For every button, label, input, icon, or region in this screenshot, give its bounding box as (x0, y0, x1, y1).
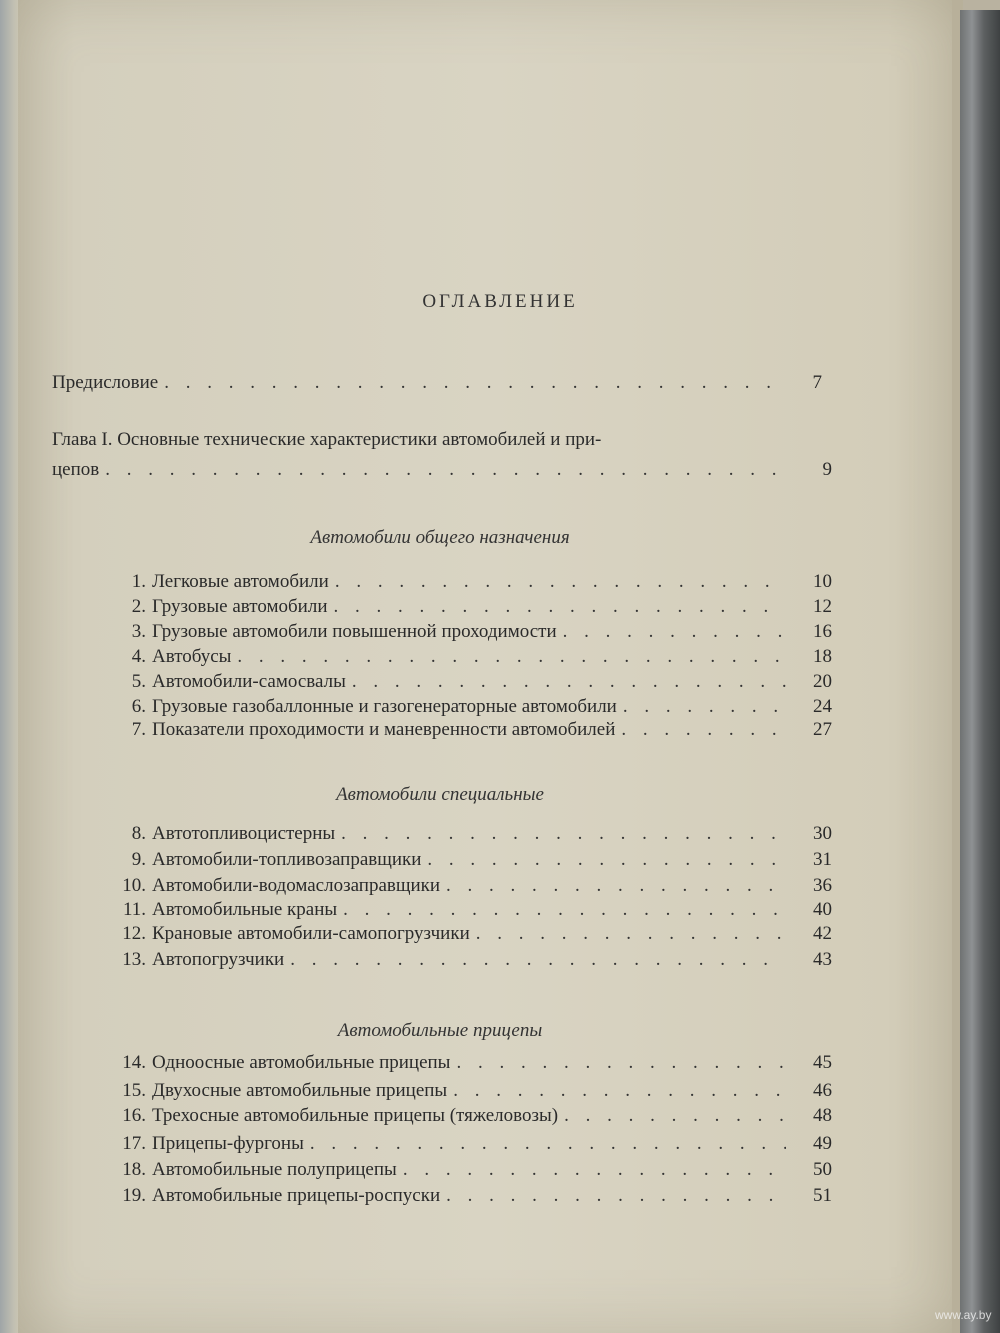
toc-entry-number: 10. (122, 875, 146, 896)
toc-entry-number: 17. (122, 1133, 146, 1154)
toc-entry (110, 923, 832, 947)
toc-entry-page: 42 (813, 923, 832, 944)
toc-entry (110, 719, 832, 743)
toc-entry-page: 31 (813, 849, 832, 870)
toc-entry-number: 1. (131, 571, 146, 592)
toc-entry-label: Автомобильные краны (152, 899, 338, 920)
leader-dots (343, 899, 786, 921)
toc-entry-number: 2. (131, 596, 146, 617)
leader-dots (237, 646, 786, 668)
toc-entry-page: 20 (813, 671, 832, 692)
toc-entry-number: 16. (122, 1105, 146, 1126)
leader-dots (563, 621, 786, 643)
section-heading: Автомобильные прицепы (337, 1020, 543, 1041)
toc-entry (110, 899, 832, 923)
toc-entry-label: Легковые автомобили (152, 571, 329, 592)
toc-entry-label: Одноосные автомобильные прицепы (152, 1052, 451, 1073)
chapter-title-line-2: цепов (52, 459, 100, 480)
toc-entry-number: 4. (131, 646, 146, 667)
leader-dots (456, 1052, 786, 1074)
toc-entry-number: 6. (131, 696, 146, 717)
toc-entry (110, 646, 832, 670)
leader-dots (564, 1105, 786, 1127)
leader-dots (290, 949, 786, 971)
leader-dots (446, 1185, 786, 1207)
toc-entry-page: 36 (813, 875, 832, 896)
toc-entry-page: 45 (813, 1052, 832, 1073)
leader-dots (310, 1133, 786, 1155)
toc-entry-number: 11. (122, 899, 146, 920)
toc-entry-page: 27 (813, 719, 832, 740)
adjacent-page-edge (0, 0, 20, 1333)
toc-entry-label: Автотопливоцистерны (152, 823, 336, 844)
leader-dots (427, 849, 786, 871)
leader-dots (623, 696, 786, 718)
toc-entry-page: 18 (813, 646, 832, 667)
leader-dots (105, 455, 786, 485)
toc-entry (110, 596, 832, 620)
toc-entry-number: 12. (122, 923, 146, 944)
watermark: www.ay.by (935, 1308, 992, 1322)
toc-entry-page: 16 (813, 621, 832, 642)
toc-entry (110, 823, 832, 847)
toc-entry (110, 1159, 832, 1183)
leader-dots (352, 671, 786, 693)
toc-entry-number: 5. (131, 671, 146, 692)
toc-entry-page: 49 (813, 1133, 832, 1154)
toc-entry-page: 43 (813, 949, 832, 970)
toc-entry-page: 7 (812, 372, 822, 393)
section-heading: Автомобили специальные (336, 784, 544, 805)
toc-entry-page: 12 (813, 596, 832, 617)
chapter-title-line-1: Глава I. Основные технические характеристики автомобилей и при- (52, 429, 602, 450)
toc-entry (110, 949, 832, 973)
toc-entry (110, 696, 832, 720)
toc-entry (110, 1133, 832, 1157)
toc-entry-page: 50 (813, 1159, 832, 1180)
toc-entry-label: Двухосные автомобильные прицепы (152, 1080, 448, 1101)
toc-entry (110, 621, 832, 645)
toc-entry (110, 1185, 832, 1209)
toc-entry-page: 48 (813, 1105, 832, 1126)
toc-entry-preface (52, 372, 822, 396)
toc-entry-label: Грузовые автомобили (152, 596, 328, 617)
toc-entry-label: Автобусы (152, 646, 232, 667)
toc-entry-number: 15. (122, 1080, 146, 1101)
toc-entry-label: Показатели проходимости и маневренности автомобилей (152, 719, 616, 740)
toc-entry-label: Автомобили-водомаслозаправщики (152, 875, 441, 896)
toc-entry-number: 19. (122, 1185, 146, 1206)
leader-dots (335, 571, 786, 593)
toc-entry-number: 3. (131, 621, 146, 642)
toc-entry-page: 46 (813, 1080, 832, 1101)
toc-entry-chapter-1 (52, 425, 832, 485)
toc-entry (110, 849, 832, 873)
toc-entry-label: Трехосные автомобильные прицепы (тяжеловозы) (152, 1105, 559, 1126)
toc-entry (110, 1080, 832, 1104)
toc-entry-page: 51 (813, 1185, 832, 1206)
toc-entry-label: Грузовые автомобили повышенной проходимости (152, 621, 557, 642)
toc-entry-number: 14. (122, 1052, 146, 1073)
toc-entry-label: Крановые автомобили-самопогрузчики (152, 923, 470, 944)
toc-entry-label: Автомобильные полуприцепы (152, 1159, 397, 1180)
leader-dots (403, 1159, 786, 1181)
toc-entry (110, 1105, 832, 1129)
toc-entry-number: 8. (131, 823, 146, 844)
toc-entry-page: 9 (822, 459, 832, 480)
page-title: ОГЛАВЛЕНИЕ (422, 291, 578, 312)
toc-entry-label: Предисловие (52, 372, 159, 393)
toc-entry (110, 1052, 832, 1076)
toc-entry-number: 13. (122, 949, 146, 970)
toc-entry-label: Грузовые газобаллонные и газогенераторные автомобили (152, 696, 617, 717)
toc-entry-page: 10 (813, 571, 832, 592)
toc-entry-label: Автомобили-самосвалы (152, 671, 346, 692)
leader-dots (164, 372, 776, 394)
leader-dots (446, 875, 786, 897)
toc-entry-page: 24 (813, 696, 832, 717)
leader-dots (341, 823, 786, 845)
leader-dots (333, 596, 786, 618)
toc-entry-label: Автопогрузчики (152, 949, 285, 970)
leader-dots (621, 719, 786, 741)
toc-entry-page: 40 (813, 899, 832, 920)
toc-entry (110, 875, 832, 899)
leader-dots (476, 923, 786, 945)
leader-dots (453, 1080, 786, 1102)
toc-entry (110, 571, 832, 595)
toc-entry-number: 9. (131, 849, 146, 870)
toc-entry-label: Автомобили-топливозаправщики (152, 849, 422, 870)
toc-entry-number: 7. (131, 719, 146, 740)
book-spine (960, 10, 1000, 1333)
toc-entry-label: Автомобильные прицепы-роспуски (152, 1185, 441, 1206)
toc-entry (110, 671, 832, 695)
section-heading: Автомобили общего назначения (310, 527, 570, 548)
toc-entry-page: 30 (813, 823, 832, 844)
toc-entry-label: Прицепы-фургоны (152, 1133, 304, 1154)
toc-entry-number: 18. (122, 1159, 146, 1180)
